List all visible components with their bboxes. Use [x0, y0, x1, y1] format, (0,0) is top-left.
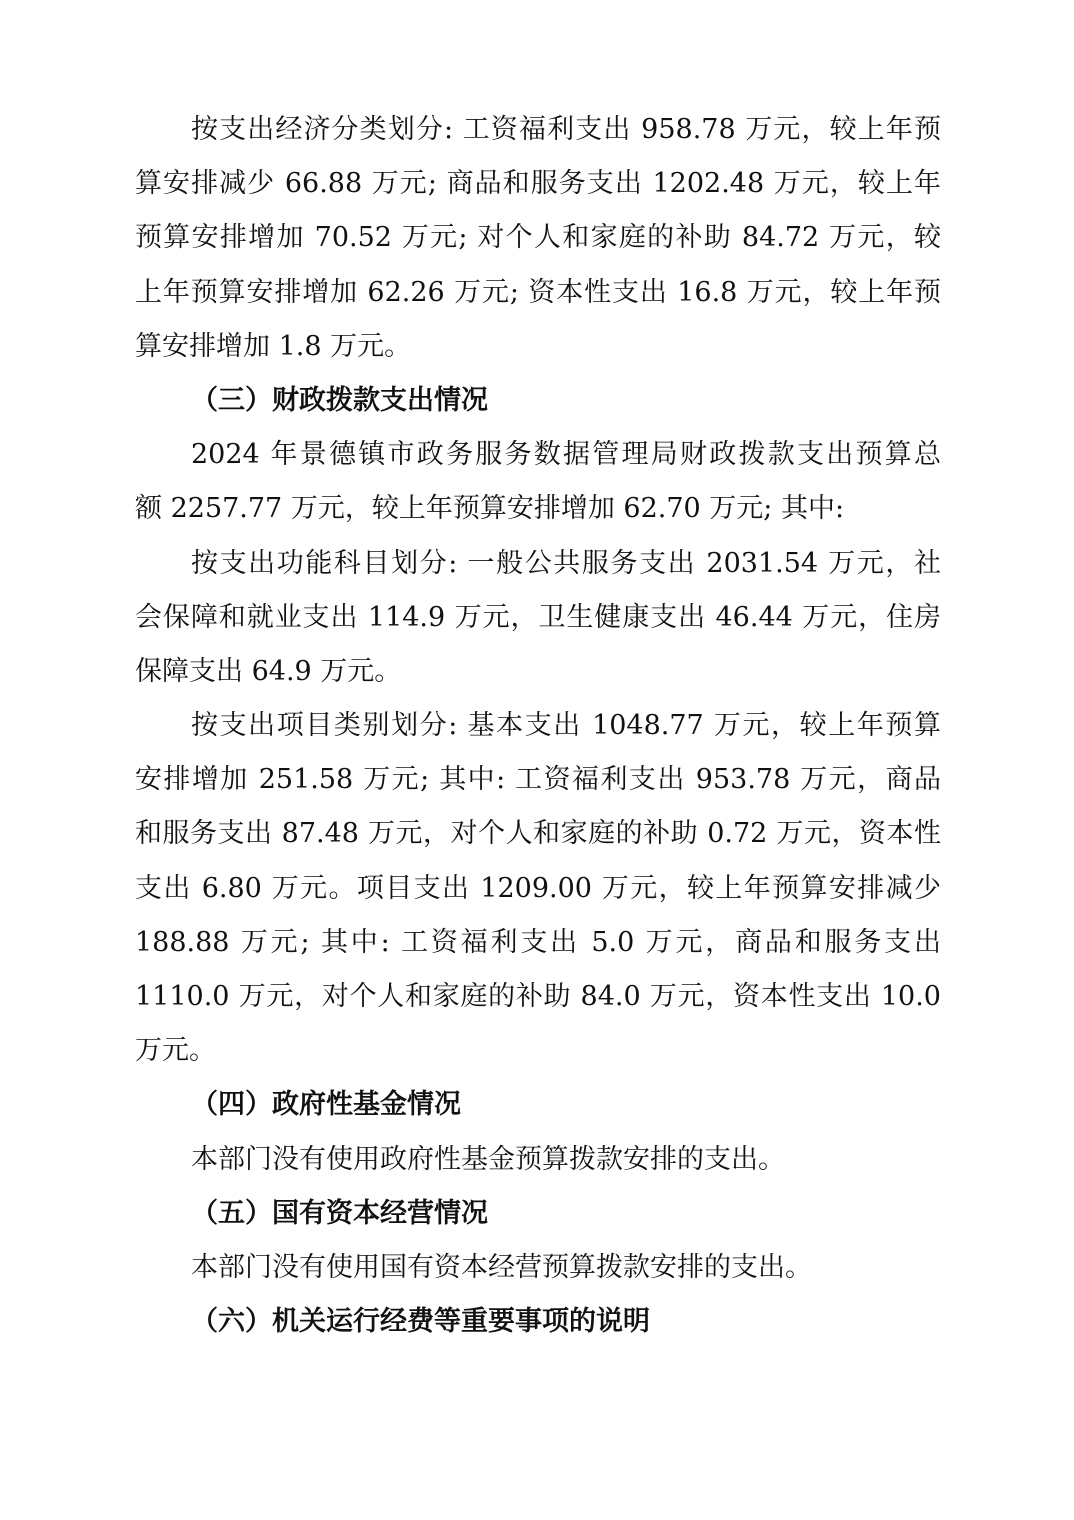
section-heading: （六）机关运行经费等重要事项的说明: [191, 1306, 650, 1338]
paragraph-line: 上年预算安排增加 62.26 万元; 资本性支出 16.8 万元，较上年预: [135, 276, 941, 308]
paragraph-line: 本部门没有使用国有资本经营预算拨款安排的支出。: [191, 1251, 812, 1283]
paragraph-line: 算安排增加 1.8 万元。: [135, 330, 412, 362]
paragraph-line: 按支出功能科目划分: 一般公共服务支出 2031.54 万元，社: [191, 547, 941, 579]
paragraph-line: 和服务支出 87.48 万元，对个人和家庭的补助 0.72 万元，资本性: [135, 818, 941, 850]
paragraph-line: 188.88 万元; 其中: 工资福利支出 5.0 万元，商品和服务支出: [135, 926, 941, 958]
paragraph-line: 本部门没有使用政府性基金预算拨款安排的支出。: [191, 1143, 785, 1175]
section-heading: （三）财政拨款支出情况: [191, 384, 488, 416]
paragraph-line: 安排增加 251.58 万元; 其中: 工资福利支出 953.78 万元，商品: [135, 764, 941, 796]
paragraph-line: 算安排减少 66.88 万元; 商品和服务支出 1202.48 万元，较上年: [135, 168, 941, 200]
paragraph-line: 1110.0 万元，对个人和家庭的补助 84.0 万元，资本性支出 10.0: [135, 981, 941, 1012]
paragraph-line: 支出 6.80 万元。项目支出 1209.00 万元，较上年预算安排减少: [135, 872, 941, 904]
section-heading: （五）国有资本经营情况: [191, 1197, 488, 1229]
paragraph-line: 按支出项目类别划分: 基本支出 1048.77 万元，较上年预算: [191, 710, 941, 742]
paragraph-line: 万元。: [135, 1035, 216, 1067]
paragraph-line: 会保障和就业支出 114.9 万元，卫生健康支出 46.44 万元，住房: [135, 601, 941, 633]
paragraph-line: 按支出经济分类划分: 工资福利支出 958.78 万元，较上年预: [191, 114, 941, 145]
paragraph-line: 保障支出 64.9 万元。: [135, 655, 402, 687]
paragraph-line: 预算安排增加 70.52 万元; 对个人和家庭的补助 84.72 万元，较: [135, 222, 941, 254]
section-heading: （四）政府性基金情况: [191, 1089, 461, 1121]
paragraph-line: 额 2257.77 万元，较上年预算安排增加 62.70 万元; 其中:: [135, 493, 845, 525]
document-page: [135, 103, 941, 1349]
paragraph-line: 2024 年景德镇市政务服务数据管理局财政拨款支出预算总: [191, 439, 941, 471]
